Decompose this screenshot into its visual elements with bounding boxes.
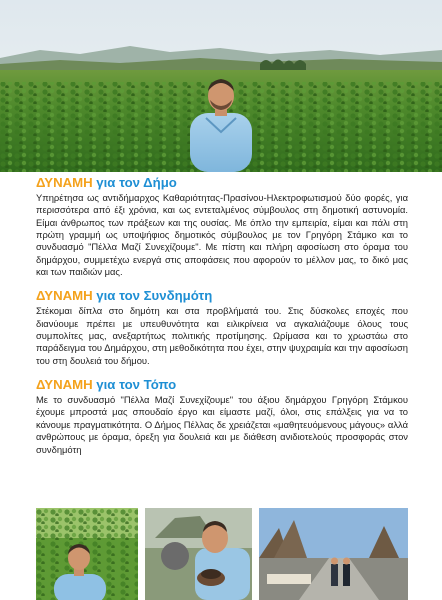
- main-content: [36, 175, 408, 466]
- section-body: Στέκομαι δίπλα στο δημότη και στα προβλήματά του. Στις δύσκολες εποχές που διανύουμε πρέπει με υπευθυνότητα και ειλικρίνεια να αγκαλιάζουμε όλους τους συμπολίτες μας, ανεξαρτήτως πολιτικής προτίμησης. Ωρίμασα και το χρωστάω στο παράδειγμα του Δημάρχου, στη μεθοδικότητα που έχει, στην ψυχραιμία και την αφοσίωση του στη δουλειά του δήμου.: [36, 305, 408, 366]
- title-rest: για τον Τόπο: [92, 377, 177, 393]
- section-title: [36, 288, 408, 304]
- title-rest: για τον Συνδημότη: [92, 288, 213, 304]
- photo-road-works: [259, 508, 408, 600]
- photo-strip: [36, 508, 408, 600]
- section-title: [36, 175, 408, 191]
- title-accent: ΔΥΝΑΜΗ: [36, 377, 93, 393]
- title-rest: για τον Δήμο: [92, 175, 177, 190]
- section-title: [36, 377, 408, 393]
- section-fellow-citizen: [36, 288, 408, 367]
- title-accent: ΔΥΝΑΜΗ: [36, 288, 93, 304]
- photo-field-closeup: [36, 508, 138, 600]
- photo-soil-in-hands: [145, 508, 252, 600]
- title-accent: ΔΥΝΑΜΗ: [36, 175, 93, 190]
- hero-photo-field-scene: [0, 0, 442, 172]
- section-body: Με το συνδυασμό "Πέλλα Μαζί Συνεχίζουμε" του άξιου δημάρχου Γρηγόρη Στάμκου έχουμε μπροστά μας σπουδαίο έργο και είμαστε μαζί, όλοι, στις επάλξεις για να το κάνουμε πραγματικότητα. Ο Δήμος Πέλλας δε χρειάζεται «μαθητευόμενους μάγους» αλλά ανθρώπους με όραμα, όρεξη για δουλειά και με διάθεση ανιδιοτελούς προσφοράς στον συνδημότη: [36, 394, 408, 455]
- section-body: Υπηρέτησα ως αντιδήμαρχος Καθαριότητας-Πρασίνου-Ηλεκτροφωτισμού δύο φορές, για περισσότερα από έξι χρόνια, και ως εντεταλμένος σύμβουλος στη δημοτική αστυνομία. Είμαι άνθρωπος των πράξεων και της ουσίας. Με όπλο την εμπειρία, είμαι και πάλι στη πρώτη γραμμή ως υποψήφιος δημοτικός σύμβουλος με τον Γρηγόρη Στάμκο και το συνδυασμό "Πέλλα Μαζί Συνεχίζουμε". Με πίστη και πλήρη αφοσίωση στο όραμα του δημάρχου, συμμετέχω ενεργά στις αποφάσεις που αφορούν το μέλλον μας, το δικό μας και των παιδιών μας.: [36, 192, 408, 278]
- hero-photo: [0, 0, 442, 172]
- section-place: [36, 377, 408, 456]
- section-municipality: [36, 175, 408, 278]
